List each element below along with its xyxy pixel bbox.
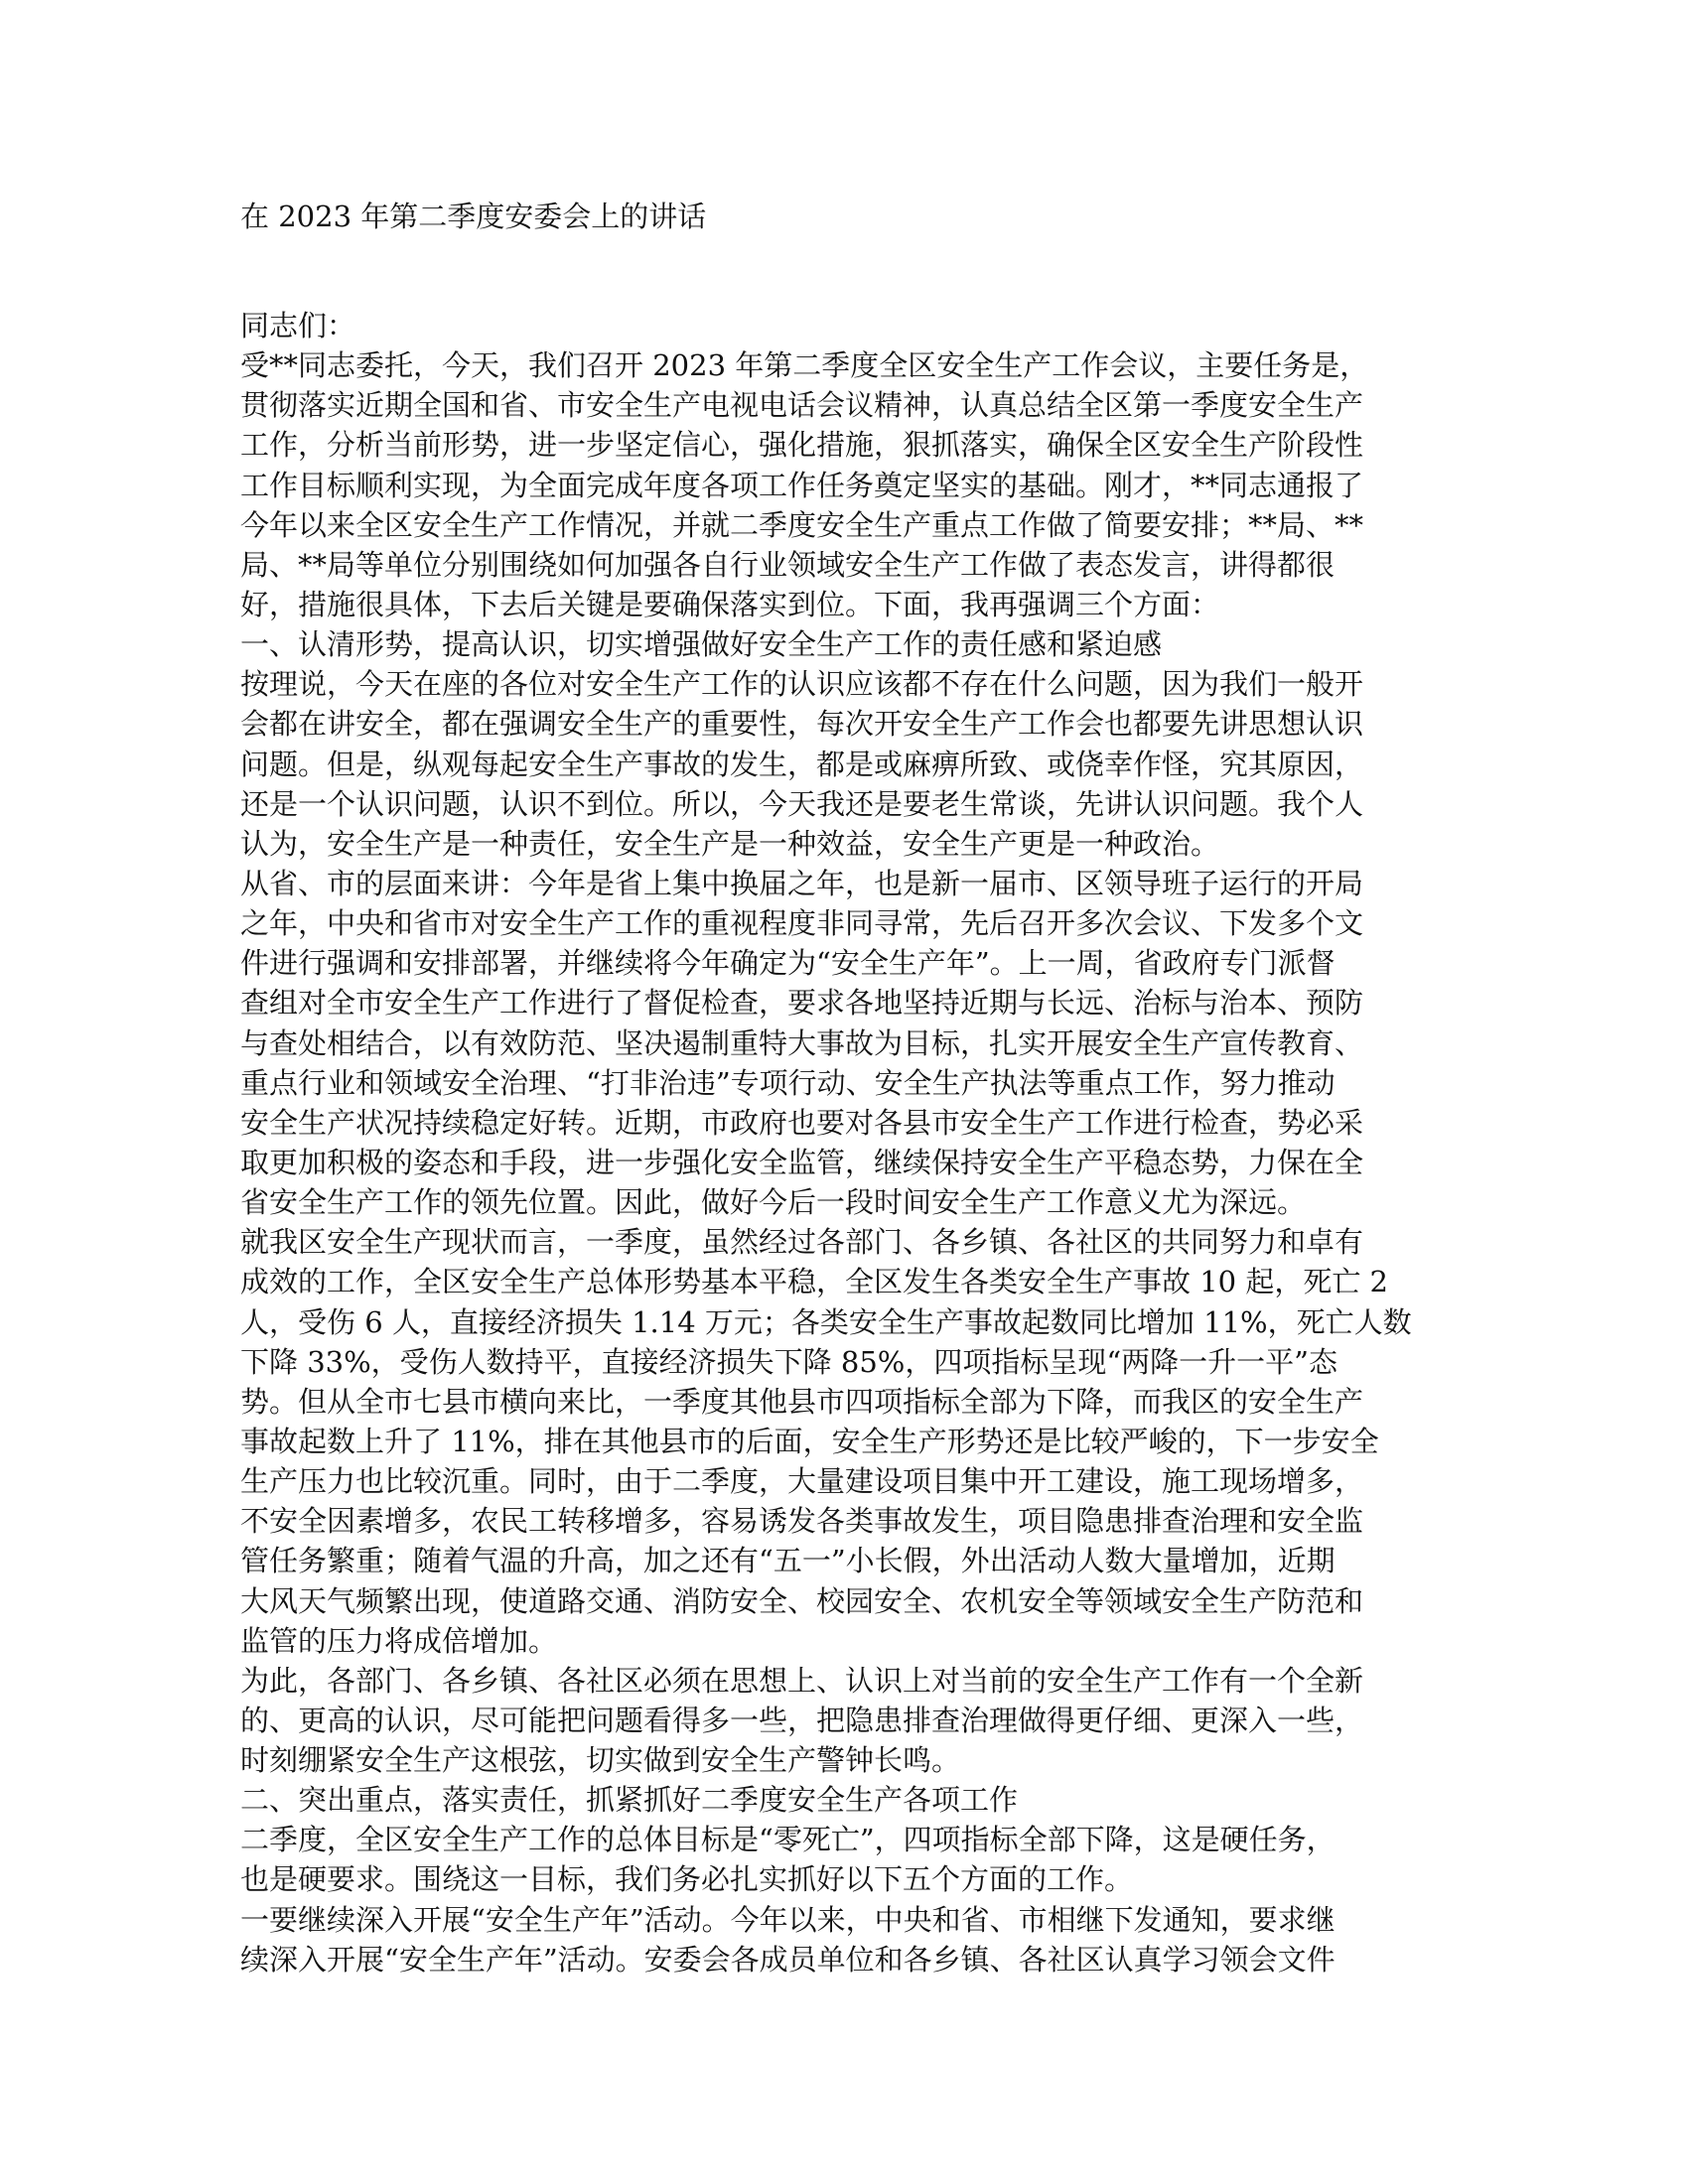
text-line: 不安全因素增多，农民工转移增多，容易诱发各类事故发生，项目隐患排查治理和安全监	[240, 1504, 1364, 1539]
text-line: 按理说，今天在座的各位对安全生产工作的认识应该都不存在什么问题，因为我们一般开	[240, 667, 1364, 702]
text-line: 从省、市的层面来讲：今年是省上集中换届之年，也是新一届市、区领导班子运行的开局	[240, 866, 1364, 900]
text-line: 工作目标顺利实现，为全面完成年度各项工作任务奠定坚实的基础。刚才，**同志通报了	[240, 468, 1364, 502]
text-line: 还是一个认识问题，认识不到位。所以，今天我还是要老生常谈，先讲认识问题。我个人	[240, 786, 1364, 821]
text-line: 查组对全市安全生产工作进行了督促检查，要求各地坚持近期与长远、治标与治本、预防	[240, 986, 1364, 1021]
section-heading	[240, 1780, 1452, 1820]
paragraph	[240, 864, 1452, 1222]
text-line: 人，受伤 6 人，直接经济损失 1.14 万元；各类安全生产事故起数同比增加 11%，死亡人数	[240, 1304, 1412, 1339]
text-line: 的、更高的认识，尽可能把问题看得多一些，把隐患排查治理做得更仔细、更深入一些，	[240, 1703, 1364, 1737]
text-line: 问题。但是，纵观每起安全生产事故的发生，都是或麻痹所致、或侥幸作怪，究其原因，	[240, 747, 1364, 781]
text-line: 一要继续深入开展“安全生产年”活动。今年以来，中央和省、市相继下发通知，要求继	[240, 1902, 1336, 1937]
paragraph	[240, 1820, 1452, 1899]
paragraph	[240, 1222, 1452, 1661]
text-line: 贯彻落实近期全国和省、市安全生产电视电话会议精神，认真总结全区第一季度安全生产	[240, 388, 1364, 423]
document-title: 在 2023 年第二季度安委会上的讲话	[240, 200, 707, 233]
text-line: 续深入开展“安全生产年”活动。安委会各成员单位和各乡镇、各社区认真学习领会文件	[240, 1942, 1336, 1977]
text-line: 成效的工作，全区安全生产总体形势基本平稳，全区发生各类安全生产事故 10 起，死亡 2	[240, 1265, 1389, 1299]
text-line: 省安全生产工作的领先位置。因此，做好今后一段时间安全生产工作意义尤为深远。	[240, 1185, 1307, 1220]
greeting: 同志们：	[240, 309, 356, 342]
text-line: 之年，中央和省市对安全生产工作的重视程度非同寻常，先后召开多次会议、下发多个文	[240, 906, 1364, 941]
text-line: 监管的压力将成倍增加。	[240, 1623, 558, 1658]
text-line: 二季度，全区安全生产工作的总体目标是“零死亡”，四项指标全部下降，这是硬任务，	[240, 1823, 1336, 1857]
text-line: 势。但从全市七县市横向来比，一季度其他县市四项指标全部为下降，而我区的安全生产	[240, 1384, 1364, 1419]
text-line: 时刻绷紧安全生产这根弦，切实做到安全生产警钟长鸣。	[240, 1743, 961, 1778]
text-line: 件进行强调和安排部署，并继续将今年确定为“安全生产年”。上一周，省政府专门派督	[240, 946, 1336, 981]
text-line: 大风天气频繁出现，使道路交通、消防安全、校园安全、农机安全等领域安全生产防范和	[240, 1583, 1364, 1618]
paragraph	[240, 1900, 1452, 1979]
text-line: 今年以来全区安全生产工作情况，并就二季度安全生产重点工作做了简要安排；**局、**	[240, 507, 1364, 542]
document-body	[240, 306, 1452, 1979]
text-line: 一、认清形势，提高认识，切实增强做好安全生产工作的责任感和紧迫感	[240, 627, 1163, 662]
text-line: 为此，各部门、各乡镇、各社区必须在思想上、认识上对当前的安全生产工作有一个全新	[240, 1663, 1364, 1698]
text-line: 好，措施很具体，下去后关键是要确保落实到位。下面，我再强调三个方面：	[240, 587, 1220, 621]
text-line: 受**同志委托，今天，我们召开 2023 年第二季度全区安全生产工作会议，主要任务是，	[240, 348, 1369, 383]
text-line: 重点行业和领域安全治理、“打非治违”专项行动、安全生产执法等重点工作，努力推动	[240, 1065, 1336, 1100]
text-line: 会都在讲安全，都在强调安全生产的重要性，每次开安全生产工作会也都要先讲思想认识	[240, 707, 1364, 742]
text-line: 生产压力也比较沉重。同时，由于二季度，大量建设项目集中开工建设，施工现场增多，	[240, 1464, 1364, 1499]
text-line: 下降 33%，受伤人数持平，直接经济损失下降 85%，四项指标呈现“两降一升一平”态	[240, 1344, 1338, 1379]
text-line: 取更加积极的姿态和手段，进一步强化安全监管，继续保持安全生产平稳态势，力保在全	[240, 1145, 1364, 1179]
text-line: 就我区安全生产现状而言，一季度，虽然经过各部门、各乡镇、各社区的共同努力和卓有	[240, 1225, 1364, 1260]
text-line: 局、**局等单位分别围绕如何加强各自行业领域安全生产工作做了表态发言，讲得都很	[240, 547, 1336, 582]
text-line: 也是硬要求。围绕这一目标，我们务必扎实抓好以下五个方面的工作。	[240, 1862, 1134, 1897]
text-line: 事故起数上升了 11%，排在其他县市的后面，安全生产形势还是比较严峻的，下一步安全	[240, 1424, 1379, 1458]
text-line: 认为，安全生产是一种责任，安全生产是一种效益，安全生产更是一种政治。	[240, 826, 1220, 861]
text-line: 与查处相结合，以有效防范、坚决遏制重特大事故为目标，扎实开展安全生产宣传教育、	[240, 1025, 1364, 1060]
document-blocks	[240, 345, 1452, 1979]
paragraph	[240, 664, 1452, 864]
paragraph	[240, 1661, 1452, 1780]
paragraph	[240, 345, 1452, 624]
section-heading	[240, 624, 1452, 664]
text-line: 工作，分析当前形势，进一步坚定信心，强化措施，狠抓落实，确保全区安全生产阶段性	[240, 428, 1364, 463]
text-line: 二、突出重点，落实责任，抓紧抓好二季度安全生产各项工作	[240, 1783, 1019, 1818]
text-line: 安全生产状况持续稳定好转。近期，市政府也要对各县市安全生产工作进行检查，势必采	[240, 1105, 1364, 1140]
text-line: 管任务繁重；随着气温的升高，加之还有“五一”小长假，外出活动人数大量增加，近期	[240, 1544, 1336, 1578]
